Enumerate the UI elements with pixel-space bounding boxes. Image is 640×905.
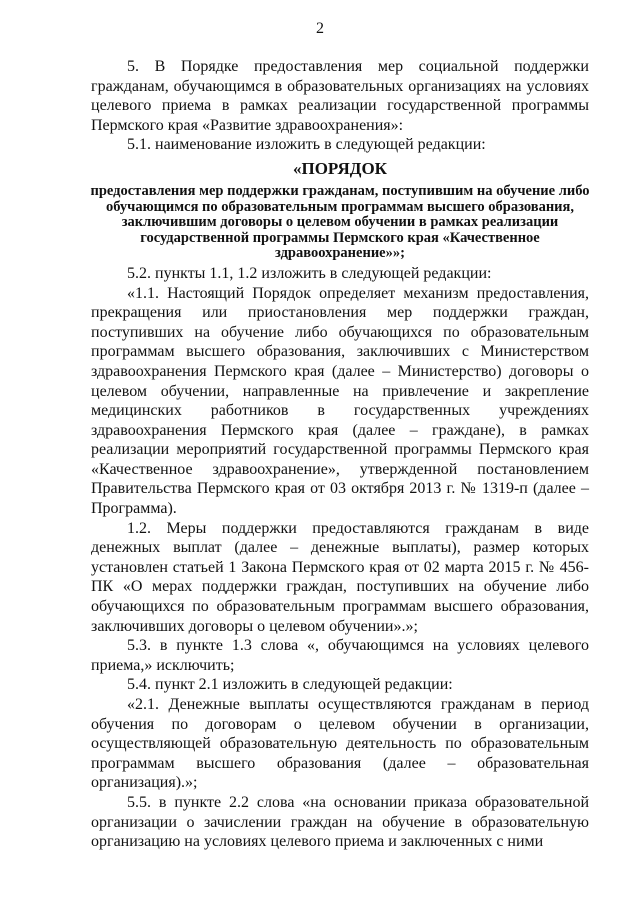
paragraph-5-3: 5.3. в пункте 1.3 слова «, обучающимся на условиях целевого приема,» исключить; (91, 637, 589, 674)
order-title: «ПОРЯДОК (292, 158, 387, 178)
paragraph-5-1: 5.1. наименование изложить в следующей редакции: (127, 136, 486, 154)
paragraph-2-1: «2.1. Денежные выплаты осуществляются гражданам в период обучения по договорам о целевом обучении в организации, осуществляющей образовательную деятельность по образовательным программам высшего образования (далее – образовательная организация).»; (91, 696, 589, 792)
paragraph-5-5: 5.5. в пункте 2.2 слова «на основании приказа образовательной организации о зачислении граждан на обучение в образовательную организацию на условиях целевого приема и заключенных с ними (91, 793, 589, 851)
paragraph-1-2: 1.2. Меры поддержки предоставляются гражданам в виде денежных выплат (далее – денежные выплаты), размер которых установлен статьей 1 Закона Пермского края от 02 марта 2015 г. № 456-ПК «О мерах поддержки граждан, поступивших на обучение либо обучающихся по образовательным программам высшего образования, заключивших договоры о целевом обучении».»; (91, 519, 589, 635)
page-number: 2 (316, 20, 324, 37)
paragraph-1-1: «1.1. Настоящий Порядок определяет механизм предоставления, прекращения или приостановления мер поддержки граждан, поступивших на обучение либо обучающихся по образовательным программам высшего образования, заключивших с Министерством здравоохранения Пермского края (далее – Министерство) договоры о целевом обучении, направленные на привлечение и закрепление медицинских работников в государственных учреждениях здравоохранения Пермского края (далее – граждане), в рамках реализации мероприятий государственной программы Пермского края «Качественное здравоохранение», утвержденной постановлением Правительства Пермского края от 03 октября 2013 г. № 1319-п (далее – Программа). (91, 284, 589, 518)
document-body (91, 57, 589, 852)
paragraph-5-4: 5.4. пункт 2.1 изложить в следующей редакции: (127, 676, 453, 694)
paragraph-5-2: 5.2. пункты 1.1, 1.2 изложить в следующей редакции: (127, 264, 492, 282)
paragraph-5: 5. В Порядке предоставления мер социальной поддержки гражданам, обучающимся в образовательных организациях на условиях целевого приема в рамках реализации государственной программы Пермского края «Развитие здравоохранения»: (91, 58, 589, 134)
order-subtitle: предоставления мер поддержки гражданам, поступившим на обучение либо обучающимся по образовательным программам высшего образования, заключившим договоры о целевом обучении в рамках реализации государственной программы Пермского края «Качественное здравоохранение»»; (90, 182, 590, 262)
